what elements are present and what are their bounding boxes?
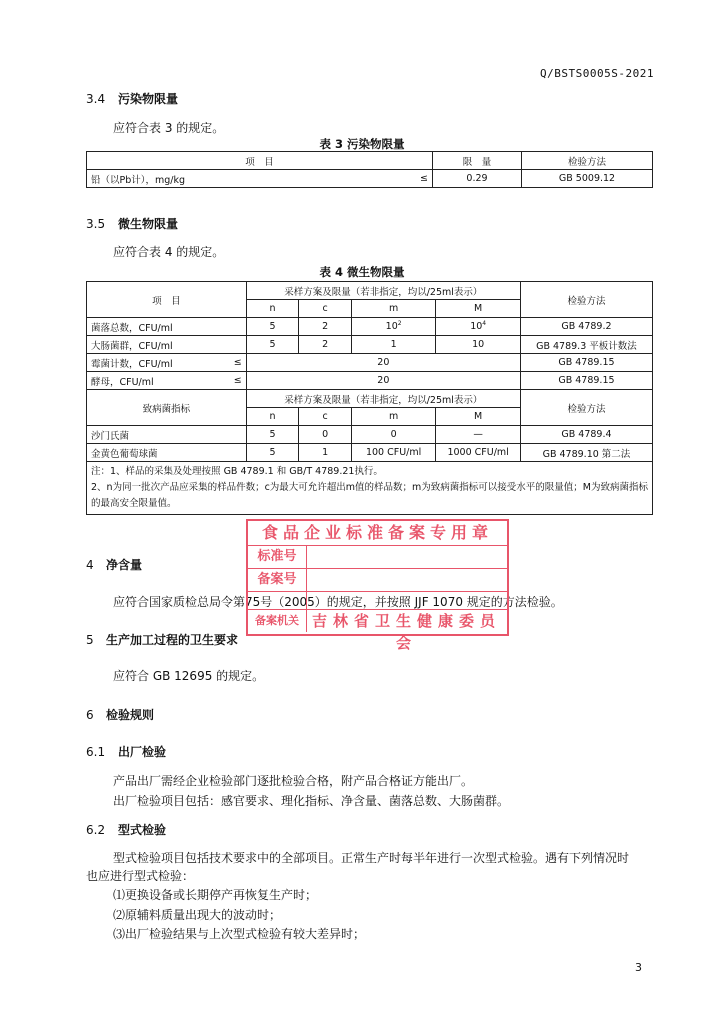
table-caption-4: 表 4 微生物限量: [319, 265, 405, 279]
stamp-authority: 吉林省卫生健康委员会: [311, 612, 501, 652]
table-cell: 20: [246, 372, 520, 390]
section-title: 检验规则: [106, 708, 155, 722]
section-heading-3-5: [86, 215, 178, 232]
table-cell: 20: [246, 354, 520, 372]
table-subheader: c: [299, 300, 352, 318]
table-cell: 0: [299, 426, 352, 444]
table-header: 致病菌指标: [87, 390, 247, 426]
table-cell: 5: [246, 426, 299, 444]
paragraph: 产品出厂需经企业检验部门逐批检验合格，附产品合格证方能出厂。: [113, 774, 474, 788]
table-notes: [87, 462, 653, 515]
paragraph: 型式检验项目包括技术要求中的全部项目。正常生产时每半年进行一次型式检验。遇有下列情况时: [113, 851, 630, 865]
exponent: 4: [482, 320, 487, 328]
table-cell: GB 4789.4: [520, 426, 652, 444]
table-cell: 5: [246, 318, 299, 336]
note-line: 2、n为同一批次产品应采集的样品件数；c为最大可允许超出m值的样品数；m为致病菌指标可以接受水平的限量值；M为致病菌指标的最高安全限量值。: [91, 482, 648, 509]
table-cell: 5: [246, 336, 299, 354]
section-number: 6.2: [86, 823, 106, 837]
section-title: 出厂检验: [118, 745, 167, 759]
stamp-label: 标准号: [248, 546, 307, 568]
stamp-blank: [248, 592, 307, 609]
table-cell: 100 CFU/ml: [351, 444, 436, 462]
op-symbol: ≤: [233, 357, 242, 368]
table-header: 项 目: [87, 152, 433, 170]
section-title: 污染物限量: [118, 92, 179, 106]
section-heading-3-4: [86, 90, 178, 107]
table-cell: GB 4789.15: [520, 354, 652, 372]
table-cell: [87, 354, 247, 372]
section-number: 3.5: [86, 217, 106, 231]
stamp-row: [248, 546, 507, 569]
paragraph: 也应进行型式检验：: [86, 869, 195, 883]
paragraph: 出厂检验项目包括：感官要求、理化指标、净含量、菌落总数、大肠菌群。: [113, 794, 510, 808]
table-subheader: n: [246, 408, 299, 426]
table-cell: [351, 318, 436, 336]
value: 10: [385, 321, 398, 333]
table-3: [86, 151, 653, 188]
table-header: 检验方法: [520, 390, 652, 426]
table-subheader: c: [299, 408, 352, 426]
op-symbol: ≤: [233, 375, 242, 386]
section-number: 6.1: [86, 745, 106, 759]
table-cell: 大肠菌群，CFU/ml: [87, 336, 247, 354]
table-header: 项 目: [87, 282, 247, 318]
item-name: 酵母，CFU/ml: [91, 376, 154, 388]
section-number: 6: [86, 708, 94, 722]
table-row: [87, 444, 653, 462]
table-cell: 1: [351, 336, 436, 354]
op-symbol: ≤: [420, 173, 428, 184]
page-number: 3: [635, 961, 642, 974]
list-item: ⑴更换设备或长期停产再恢复生产时；: [113, 888, 318, 902]
table-subheader: M: [436, 408, 521, 426]
table-subheader: m: [351, 408, 436, 426]
table-cell: GB 4789.3 平板计数法: [520, 336, 652, 354]
value: 10: [470, 321, 483, 333]
table-cell: 0.29: [433, 170, 522, 188]
table-caption-3: 表 3 污染物限量: [319, 137, 405, 151]
section-number: 4: [86, 558, 94, 572]
list-item: ⑵原辅料质量出现大的波动时；: [113, 908, 282, 922]
list-item: ⑶出厂检验结果与上次型式检验有较大差异时；: [113, 927, 366, 941]
item-name: 铅（以Pb计），mg/kg: [91, 174, 186, 186]
table-cell: 金黄色葡萄球菌: [87, 444, 247, 462]
table-header: 检验方法: [522, 152, 653, 170]
table-cell: GB 5009.12: [522, 170, 653, 188]
table-cell: 沙门氏菌: [87, 426, 247, 444]
section-number: 5: [86, 633, 94, 647]
section-title: 微生物限量: [118, 217, 179, 231]
table-cell: 1: [299, 444, 352, 462]
table-4: [86, 281, 653, 515]
table-header: 采样方案及限量（若非指定，均以/25ml表示）: [246, 282, 520, 300]
note-line: 注：1、样品的采集及处理按照 GB 4789.1 和 GB/T 4789.21执行。: [91, 466, 383, 477]
item-name: 霉菌计数，CFU/ml: [91, 358, 173, 370]
table-header: 限 量: [433, 152, 522, 170]
paragraph: 应符合 GB 12695 的规定。: [113, 669, 265, 683]
table-cell: GB 4789.15: [520, 372, 652, 390]
paragraph: 应符合表 3 的规定。: [113, 121, 225, 135]
stamp-label: 备案号: [248, 569, 307, 591]
table-cell: 2: [299, 318, 352, 336]
paragraph: 应符合国家质检总局令第75号（2005）的规定，并按照 JJF 1070 规定的方法检验。: [113, 595, 563, 609]
section-heading-6-2: [86, 821, 166, 838]
table-cell: [87, 170, 433, 188]
table-cell: 菌落总数，CFU/ml: [87, 318, 247, 336]
exponent: 2: [397, 320, 402, 328]
document-code: Q/BSTS0005S-2021: [540, 67, 654, 80]
table-row: [87, 318, 653, 336]
stamp-row: [248, 569, 507, 592]
filing-stamp: [246, 519, 509, 652]
table-cell: GB 4789.2: [520, 318, 652, 336]
table-cell: [436, 318, 521, 336]
table-cell: 2: [299, 336, 352, 354]
section-heading-6-1: [86, 743, 166, 760]
section-title: 型式检验: [118, 823, 167, 837]
section-number: 3.4: [86, 92, 106, 106]
stamp-label: 备案机关: [248, 610, 307, 632]
stamp-title: 食品企业标准备案专用章: [261, 523, 493, 542]
table-cell: 5: [246, 444, 299, 462]
table-subheader: M: [436, 300, 521, 318]
table-notes-row: [87, 462, 653, 515]
table-cell: [87, 372, 247, 390]
table-header: 采样方案及限量（若非指定，均以/25ml表示）: [246, 390, 520, 408]
table-cell: 0: [351, 426, 436, 444]
table-subheader: m: [351, 300, 436, 318]
table-header: 检验方法: [520, 282, 652, 318]
table-row: [87, 372, 653, 390]
table-subheader: n: [246, 300, 299, 318]
section-heading-4: [86, 556, 142, 573]
table-cell: GB 4789.10 第二法: [520, 444, 652, 462]
table-row: [87, 336, 653, 354]
stamp-row: [248, 592, 507, 610]
table-cell: 10: [436, 336, 521, 354]
stamp-title-row: [248, 521, 507, 546]
table-cell: 1000 CFU/ml: [436, 444, 521, 462]
table-row: [87, 354, 653, 372]
section-heading-5: [86, 631, 238, 648]
table-cell: —: [436, 426, 521, 444]
section-title: 净含量: [106, 558, 143, 572]
table-row: [87, 426, 653, 444]
section-title: 生产加工过程的卫生要求: [106, 633, 239, 647]
section-heading-6: [86, 706, 154, 723]
stamp-row: [248, 610, 507, 652]
paragraph: 应符合表 4 的规定。: [113, 245, 225, 259]
